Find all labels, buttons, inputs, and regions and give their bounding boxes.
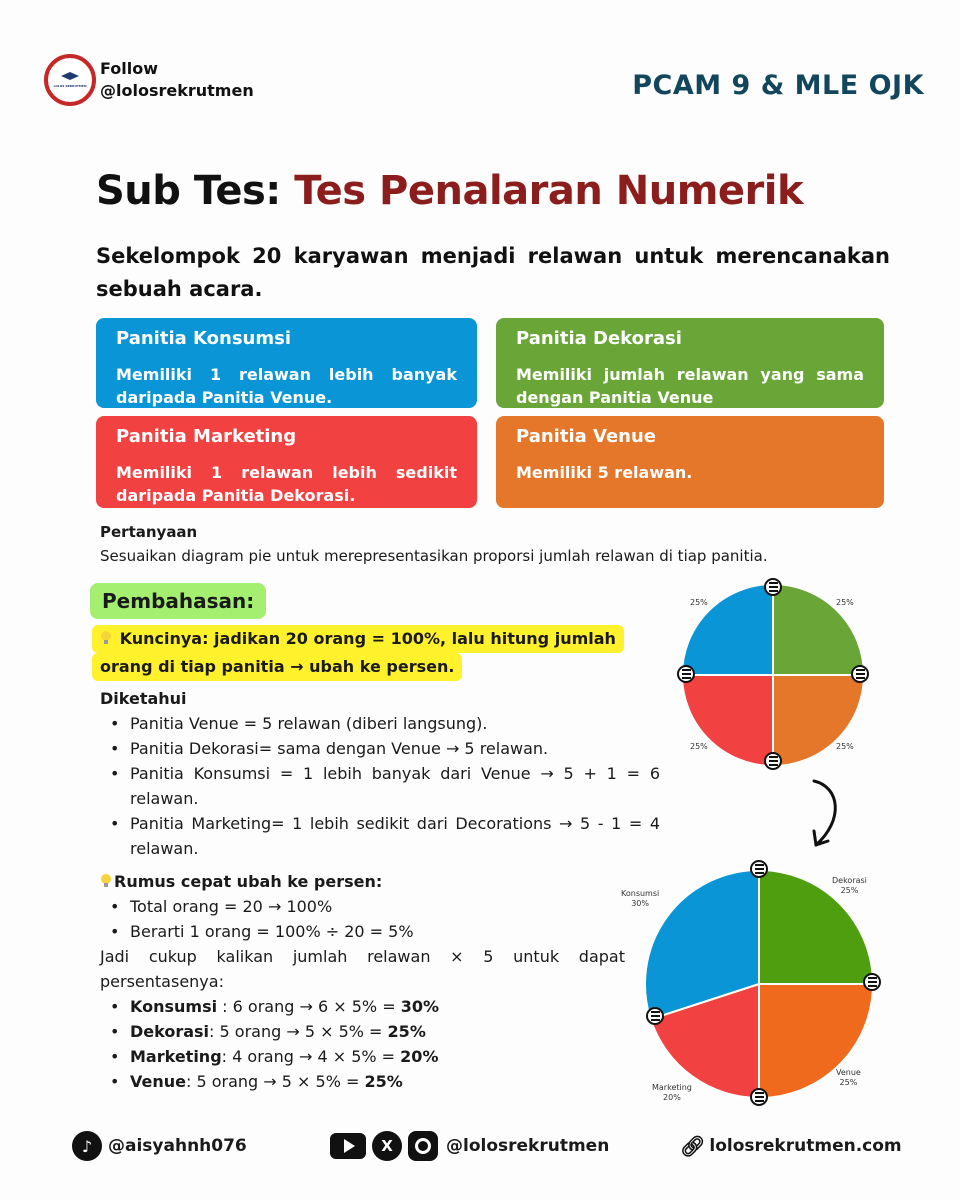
list-item: • Panitia Konsumsi = 1 lebih banyak dari Venue → 5 + 1 = 6 relawan. [100,761,660,811]
slice-name: Venue [836,1068,861,1077]
slice-name: Konsumsi [621,889,660,898]
pie-chart-equal [682,584,864,766]
result-value: 25% [364,1072,403,1091]
brand-title: PCAM 9 & MLE OJK [632,70,924,101]
slice-value: 30% [631,899,649,908]
diketahui-block [100,686,660,861]
list-item: • Panitia Marketing= 1 lebih sedikit dari Decorations → 5 - 1 = 4 relawan. [100,811,660,861]
footer-social[interactable] [330,1128,609,1164]
card-marketing [96,416,477,508]
card-title: Panitia Konsumsi [116,328,292,349]
drag-handle-icon[interactable] [750,1088,768,1106]
slice-label-konsumsi [621,889,659,909]
slice-label: 25% [690,742,708,751]
lightbulb-icon [100,631,112,645]
result-name: Konsumsi [130,997,218,1016]
tiktok-handle: @aisyahnh076 [108,1136,247,1156]
diketahui-list [100,711,660,861]
page-title [96,168,803,214]
drag-handle-icon[interactable] [646,1007,664,1025]
result-value: 20% [400,1047,439,1066]
title-main: Tes Penalaran Numerik [294,168,804,214]
result-value: 30% [400,997,439,1016]
card-body: Memiliki 5 relawan. [516,463,693,482]
result-calc: : 4 orang → 4 × 5% = [221,1047,401,1066]
pie-slice-1 [773,675,864,766]
list-item: • Panitia Venue = 5 relawan (diberi langsung). [100,711,660,736]
slice-value: 25% [840,886,859,895]
question-text: Sesuaikan diagram pie untuk merepresentasikan proporsi jumlah relawan di tiap panitia. [100,547,768,565]
result-name: Marketing [130,1047,222,1066]
logo-text: LOLOS REKRUTMEN [53,84,87,88]
slice-label: 25% [836,742,854,751]
instagram-icon [408,1131,438,1161]
title-prefix: Sub Tes: [96,168,281,214]
rumus-block [100,869,625,1094]
slice-label-venue [836,1068,861,1088]
list-item: • Total orang = 20 → 100% [100,894,625,919]
slice-label: 25% [836,598,854,607]
footer-tiktok[interactable] [72,1128,247,1164]
lightbulb-icon [100,874,112,888]
card-title: Panitia Marketing [116,426,297,447]
follow-label: Follow [100,59,159,78]
result-name: Venue [130,1072,186,1091]
list-item: • Panitia Dekorasi= sama dengan Venue → 5 relawan. [100,736,660,761]
youtube-icon [330,1133,366,1159]
curved-arrow-icon [800,775,850,855]
drag-handle-icon[interactable] [851,665,869,683]
question-heading: Pertanyaan [100,523,198,541]
result-calc: : 6 orang → 6 × 5% = [217,997,401,1016]
rumus-list [100,894,625,944]
rumus-paragraph: Jadi cukup kalikan jumlah relawan × 5 untuk dapat persentasenya: [100,947,625,991]
follow-handle [100,58,254,102]
slice-value: 25% [839,1078,858,1087]
result-name: Dekorasi [130,1022,210,1041]
follow-account: @lolosrekrutmen [100,81,254,100]
result-list [100,994,625,1094]
key-line-1 [92,625,624,653]
slice-label: 25% [690,598,708,607]
intro-text: Sekelompok 20 karyawan menjadi relawan untuk merencanakan sebuah acara. [96,244,890,301]
slice-label-marketing [652,1083,692,1103]
graduation-cap-icon [61,72,79,82]
drag-handle-icon[interactable] [677,665,695,683]
list-item [100,1044,625,1069]
result-calc: : 5 orang → 5 × 5% = [186,1072,365,1091]
card-venue [496,416,884,508]
social-handle: @lolosrekrutmen [446,1136,610,1156]
brand-logo [44,54,96,106]
footer-website[interactable] [680,1128,902,1164]
key-highlight [92,625,652,681]
list-item [100,994,625,1019]
drag-handle-icon[interactable] [764,752,782,770]
slice-label-dekorasi [832,876,867,896]
x-icon: X [372,1131,402,1161]
card-konsumsi [96,318,477,408]
pembahasan-badge: Pembahasan: [90,583,266,619]
diketahui-heading: Diketahui [100,689,187,708]
result-value: 25% [387,1022,426,1041]
card-dekorasi [496,318,884,408]
card-body: Memiliki jumlah relawan yang sama dengan Panitia Venue [516,365,864,407]
key-text: jadikan 20 orang = 100%, lalu hitung jumlah [214,629,616,648]
drag-handle-icon[interactable] [750,860,768,878]
slice-name: Marketing [652,1083,692,1092]
rumus-heading: Rumus cepat ubah ke persen: [114,872,383,891]
website-url: lolosrekrutmen.com [709,1136,902,1156]
pie-slice-2 [682,675,773,766]
list-item: • Berarti 1 orang = 100% ÷ 20 = 5% [100,919,625,944]
question-block [100,520,768,568]
tiktok-icon: ♪ [72,1131,102,1161]
link-icon: 🔗︎ [680,1134,706,1158]
key-bold: Kuncinya: [119,629,209,648]
card-title: Panitia Venue [516,426,657,447]
pie-chart-solution [645,870,873,1098]
list-item [100,1069,625,1094]
card-body: Memiliki 1 relawan lebih banyak daripada Panitia Venue. [116,365,457,407]
drag-handle-icon[interactable] [764,578,782,596]
key-line-2: orang di tiap panitia → ubah ke persen. [92,653,462,681]
slice-name: Dekorasi [832,876,867,885]
list-item [100,1019,625,1044]
slice-value: 20% [663,1093,681,1102]
rumus-heading-row [100,869,625,894]
card-body: Memiliki 1 relawan lebih sedikit daripada Panitia Dekorasi. [116,463,457,505]
card-title: Panitia Dekorasi [516,328,682,349]
result-calc: : 5 orang → 5 × 5% = [209,1022,388,1041]
drag-handle-icon[interactable] [863,973,881,991]
